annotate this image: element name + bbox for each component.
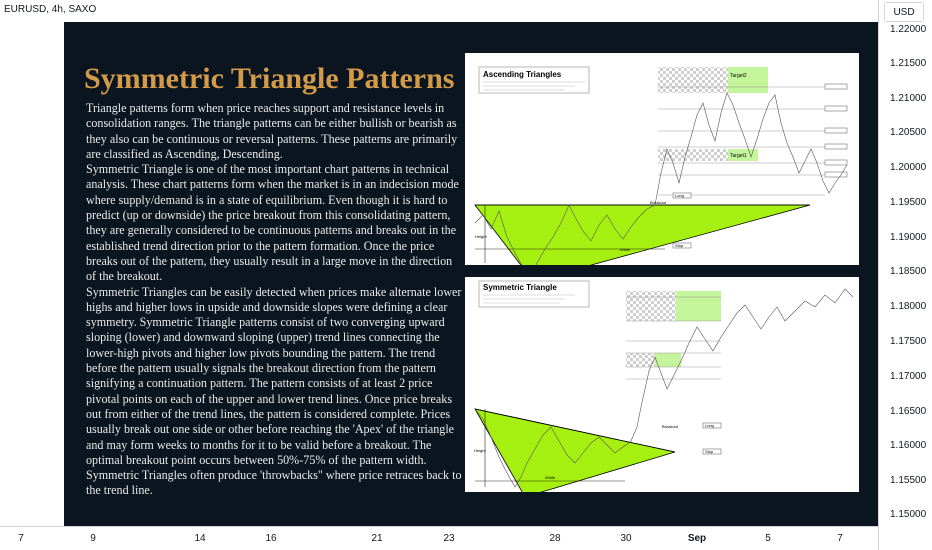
time-tick: 9 [90,533,96,544]
time-axis[interactable] [0,526,878,550]
info-panel [64,22,878,526]
time-tick: Sep [687,533,707,544]
price-tick: 1.17000 [890,371,927,382]
ascending-height-label: Height [475,234,487,239]
symmetric-triangle-figure [465,277,859,492]
price-tick: 1.17500 [890,336,927,347]
price-tick: 1.21500 [890,58,927,69]
sym-target-zone-lower [655,353,681,367]
time-tick: 30 [620,533,632,544]
symbol-label: EURUSD, 4h, SAXO [4,4,97,15]
price-tick: 1.19500 [890,197,927,208]
price-tick: 1.18500 [890,266,927,277]
time-tick: 7 [837,533,843,544]
ascending-triangle-shape [475,205,810,265]
ascending-title: Ascending Triangles [483,70,562,79]
price-tick: 1.15000 [890,509,927,520]
target2-zone [728,67,768,93]
target1-label: Target1 [730,153,747,159]
symmetric-stop-label: Stop [705,449,714,454]
time-tick: 14 [194,533,206,544]
time-tick: 5 [765,533,771,544]
symmetric-triangle-shape [475,409,675,492]
panel-body [86,101,464,499]
symmetric-width-label: Width [545,475,556,480]
ascending-stop-label: Stop [675,243,684,248]
target2-zone-checker [658,67,728,93]
symmetric-title: Symmetric Triangle [483,283,557,292]
panel-title: Symmetric Triangle Patterns [84,62,455,95]
sym-target-zone-upper [676,291,721,321]
target2-label: Target2 [730,73,747,79]
currency-button[interactable]: USD [884,2,924,22]
paragraph-3: Symmetric Triangles can be easily detected when prices make alternate lower highs and higher lows in upside and downside slopes were defining a clear symmetry. Symmetric Triangle patterns consist of two converging upward sloping (lower) and downward sloping (upper) trend lines connecting the lower-high pivots and higher low pivots bounding the pattern. The trend before the pattern usually signals the breakout direction from the pattern signifying a continuation pattern. The pattern consists of at least 2 price pivotal points on each of the upper and lower trend lines. Once price breaks out from either of the trend lines, the pattern is considered complete. Prices usually break out one side or other before reaching the 'Apex' of the triangle and may form weeks to months for it to be valid before a breakout. The optimal breakout point occurs between 50%-75% of the pattern width. Symmetric Triangles often produce 'throwbacks" where price retraces back to the trend line. [86,284,462,498]
price-tick: 1.16000 [890,440,927,451]
price-tick: 1.18000 [890,301,927,312]
symmetric-height-label: Height [474,448,486,453]
time-tick: 23 [443,533,455,544]
price-tick: 1.15500 [890,475,927,486]
price-tick: 1.19000 [890,232,927,243]
ascending-breakout-label: Breakout [650,200,667,205]
price-tick: 1.21000 [890,93,927,104]
ascending-long-label: Long [675,193,684,198]
symmetric-breakout-label: Breakout [662,424,679,429]
ascending-triangle-figure [465,53,859,265]
price-tick: 1.16500 [890,406,927,417]
paragraph-1: Triangle patterns form when price reaches support and resistance levels in consolidation ranges. The triangle patterns can be either bullish or bearish as they also can be continuous or reversal patterns. These patterns are primarily are classified as Ascending, Descending. [86,101,458,161]
time-tick: 7 [18,533,24,544]
price-tick: 1.20000 [890,162,927,173]
symmetric-long-label: Long [705,423,714,428]
price-tick: 1.20500 [890,127,927,138]
time-tick: 28 [549,533,561,544]
paragraph-2: Symmetric Triangle is one of the most important chart patterns in technical analysis. These chart patterns form when the market is in an indecision mode where supply/demand is in a state of equilibrium. Even though it is hard to predict (up or downside) the price breakout from this consolidating pattern, they are generally considered to be continuous patterns and breaks out in the established trend direction prior to the pattern formation. Once the price breaks out of the pattern, they usually result in a large move in the direction of the breakout. [86,162,459,284]
time-tick: 21 [371,533,383,544]
time-tick: 16 [265,533,277,544]
ascending-width-label: Width [620,247,631,252]
price-tick: 1.22000 [890,24,927,35]
